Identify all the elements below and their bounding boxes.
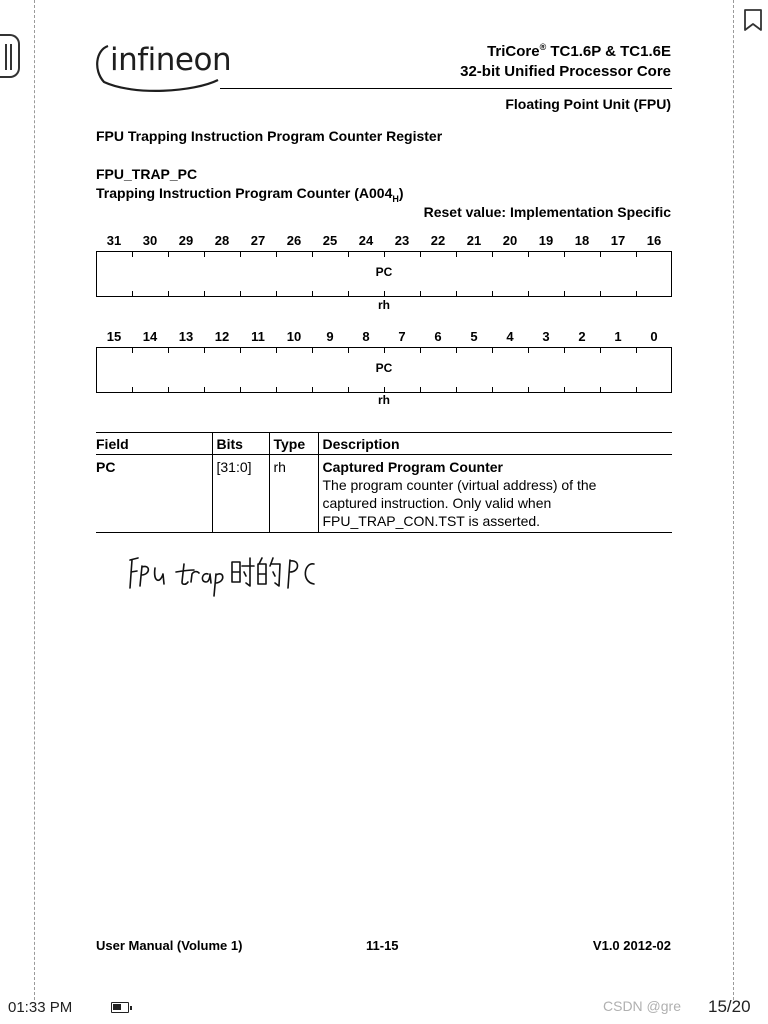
bit-tick bbox=[456, 252, 457, 257]
bit-tick bbox=[276, 252, 277, 257]
bit-tick bbox=[636, 252, 637, 257]
bit-tick bbox=[600, 291, 601, 296]
bit-tick bbox=[348, 348, 349, 353]
bit-tick bbox=[132, 348, 133, 353]
bit-tick bbox=[132, 291, 133, 296]
bit-number: 16 bbox=[646, 233, 662, 248]
bit-tick bbox=[528, 291, 529, 296]
product-subtitle: 32-bit Unified Processor Core bbox=[460, 63, 671, 80]
field-type-label: rh bbox=[378, 393, 390, 407]
bit-number: 18 bbox=[574, 233, 590, 248]
status-time: 01:33 PM bbox=[8, 999, 73, 1016]
bit-tick bbox=[312, 291, 313, 296]
watermark: CSDN @gre bbox=[603, 998, 682, 1014]
bit-tick bbox=[168, 348, 169, 353]
bit-number: 1 bbox=[614, 329, 622, 344]
bit-number: 10 bbox=[286, 329, 302, 344]
bit-number: 30 bbox=[142, 233, 158, 248]
bit-tick bbox=[240, 348, 241, 353]
bit-tick bbox=[348, 291, 349, 296]
bit-tick bbox=[528, 348, 529, 353]
bit-number: 11 bbox=[251, 329, 265, 344]
bit-numbers-lower bbox=[96, 329, 672, 345]
field-label: PC bbox=[375, 265, 393, 279]
cell-description bbox=[318, 455, 672, 533]
section-title: Floating Point Unit (FPU) bbox=[505, 96, 671, 112]
bit-tick bbox=[492, 387, 493, 392]
bit-tick bbox=[204, 252, 205, 257]
bookmark-icon[interactable] bbox=[743, 8, 763, 32]
field-label: PC bbox=[375, 361, 393, 375]
bit-tick bbox=[456, 387, 457, 392]
bit-tick bbox=[636, 387, 637, 392]
bit-tick bbox=[168, 291, 169, 296]
register-name: FPU_TRAP_PC bbox=[96, 166, 198, 182]
column-header-bits: Bits bbox=[212, 433, 269, 455]
bit-tick bbox=[348, 252, 349, 257]
bit-number: 0 bbox=[650, 329, 658, 344]
bit-tick bbox=[240, 291, 241, 296]
register-description: Trapping Instruction Program Counter $(A004_H)$ bbox=[96, 185, 404, 204]
description-line: The program counter (virtual address) of the bbox=[322, 477, 597, 493]
bit-number: 9 bbox=[326, 329, 334, 344]
bit-tick bbox=[528, 252, 529, 257]
infineon-logo bbox=[94, 36, 232, 92]
handwritten-note bbox=[124, 552, 324, 602]
bit-number: 19 bbox=[538, 233, 554, 248]
bit-number: 8 bbox=[362, 329, 370, 344]
column-header-description: Description bbox=[318, 433, 672, 455]
column-header-field: Field bbox=[96, 433, 212, 455]
cell-bits: [31:0] bbox=[212, 455, 269, 533]
bit-tick bbox=[600, 252, 601, 257]
page-counter[interactable]: 15/20 bbox=[708, 997, 751, 1016]
table-header-row bbox=[96, 433, 672, 455]
bit-tick bbox=[168, 252, 169, 257]
bit-number: 6 bbox=[434, 329, 442, 344]
bit-number: 21 bbox=[466, 233, 482, 248]
battery-icon bbox=[111, 1002, 129, 1013]
bit-number: 5 bbox=[470, 329, 478, 344]
bit-tick bbox=[420, 387, 421, 392]
register-title: FPU Trapping Instruction Program Counter Register bbox=[96, 128, 443, 144]
bit-number: 17 bbox=[610, 233, 626, 248]
reset-value: Reset value: Implementation Specific bbox=[423, 204, 671, 220]
footer-page-number: 11-15 bbox=[366, 938, 399, 953]
description-title: Captured Program Counter bbox=[322, 459, 503, 475]
bit-tick bbox=[276, 291, 277, 296]
bit-tick bbox=[564, 348, 565, 353]
bit-tick bbox=[564, 291, 565, 296]
bit-tick bbox=[384, 252, 385, 257]
bit-tick bbox=[636, 291, 637, 296]
footer-version: V1.0 2012-02 bbox=[592, 938, 671, 953]
bit-number: 31 bbox=[106, 233, 122, 248]
bit-tick bbox=[204, 348, 205, 353]
bit-tick bbox=[564, 387, 565, 392]
bit-number: 28 bbox=[214, 233, 230, 248]
bit-number: 2 bbox=[578, 329, 586, 344]
bit-number: 3 bbox=[542, 329, 550, 344]
bit-number: 22 bbox=[430, 233, 446, 248]
bit-number: 15 bbox=[106, 329, 122, 344]
bit-tick bbox=[204, 387, 205, 392]
bit-number: 29 bbox=[178, 233, 194, 248]
bit-tick bbox=[276, 387, 277, 392]
register-diagram-upper bbox=[96, 251, 672, 297]
bit-tick bbox=[240, 252, 241, 257]
bit-tick bbox=[276, 348, 277, 353]
bit-number: 25 bbox=[322, 233, 338, 248]
logo-wordmark: infineon bbox=[110, 42, 232, 78]
bit-number: 23 bbox=[394, 233, 410, 248]
bit-tick bbox=[132, 252, 133, 257]
bit-tick bbox=[384, 348, 385, 353]
bit-tick bbox=[456, 348, 457, 353]
bit-tick bbox=[600, 348, 601, 353]
bit-tick bbox=[348, 387, 349, 392]
page-edge-left bbox=[34, 0, 35, 1000]
bit-number: 20 bbox=[502, 233, 518, 248]
bit-tick bbox=[600, 387, 601, 392]
bit-tick bbox=[312, 348, 313, 353]
bit-tick bbox=[564, 252, 565, 257]
table-row bbox=[96, 455, 672, 533]
sidebar-toggle-icon[interactable] bbox=[0, 34, 20, 78]
register-diagram-lower bbox=[96, 347, 672, 393]
bit-tick bbox=[456, 291, 457, 296]
bit-tick bbox=[420, 252, 421, 257]
field-table bbox=[96, 432, 672, 533]
bit-tick bbox=[492, 291, 493, 296]
bit-tick bbox=[492, 348, 493, 353]
bit-tick bbox=[420, 291, 421, 296]
bit-tick bbox=[384, 387, 385, 392]
cell-field: PC bbox=[96, 455, 212, 533]
bit-numbers-upper bbox=[96, 233, 672, 249]
product-title: TriCore® TC1.6P & TC1.6E bbox=[487, 42, 671, 60]
footer-manual-title: User Manual (Volume 1) bbox=[96, 938, 243, 953]
bit-tick bbox=[312, 387, 313, 392]
field-type-label: rh bbox=[378, 298, 390, 312]
bit-tick bbox=[492, 252, 493, 257]
bit-tick bbox=[132, 387, 133, 392]
page-edge-right bbox=[733, 0, 734, 1000]
bit-number: 4 bbox=[506, 329, 514, 344]
description-line: captured instruction. Only valid when bbox=[322, 495, 552, 511]
cell-type: rh bbox=[269, 455, 318, 533]
bit-number: 27 bbox=[250, 233, 266, 248]
bit-number: 14 bbox=[142, 329, 158, 344]
bit-number: 7 bbox=[398, 329, 406, 344]
bit-tick bbox=[420, 348, 421, 353]
bit-tick bbox=[528, 387, 529, 392]
bit-tick bbox=[240, 387, 241, 392]
bit-tick bbox=[312, 252, 313, 257]
bit-tick bbox=[636, 348, 637, 353]
bit-tick bbox=[168, 387, 169, 392]
column-header-type: Type bbox=[269, 433, 318, 455]
bit-number: 12 bbox=[214, 329, 230, 344]
header-divider bbox=[220, 88, 672, 89]
description-line: FPU_TRAP_CON.TST is asserted. bbox=[322, 513, 541, 529]
bit-tick bbox=[204, 291, 205, 296]
bit-number: 26 bbox=[286, 233, 302, 248]
bit-number: 13 bbox=[178, 329, 194, 344]
bit-tick bbox=[384, 291, 385, 296]
bit-number: 24 bbox=[358, 233, 374, 248]
